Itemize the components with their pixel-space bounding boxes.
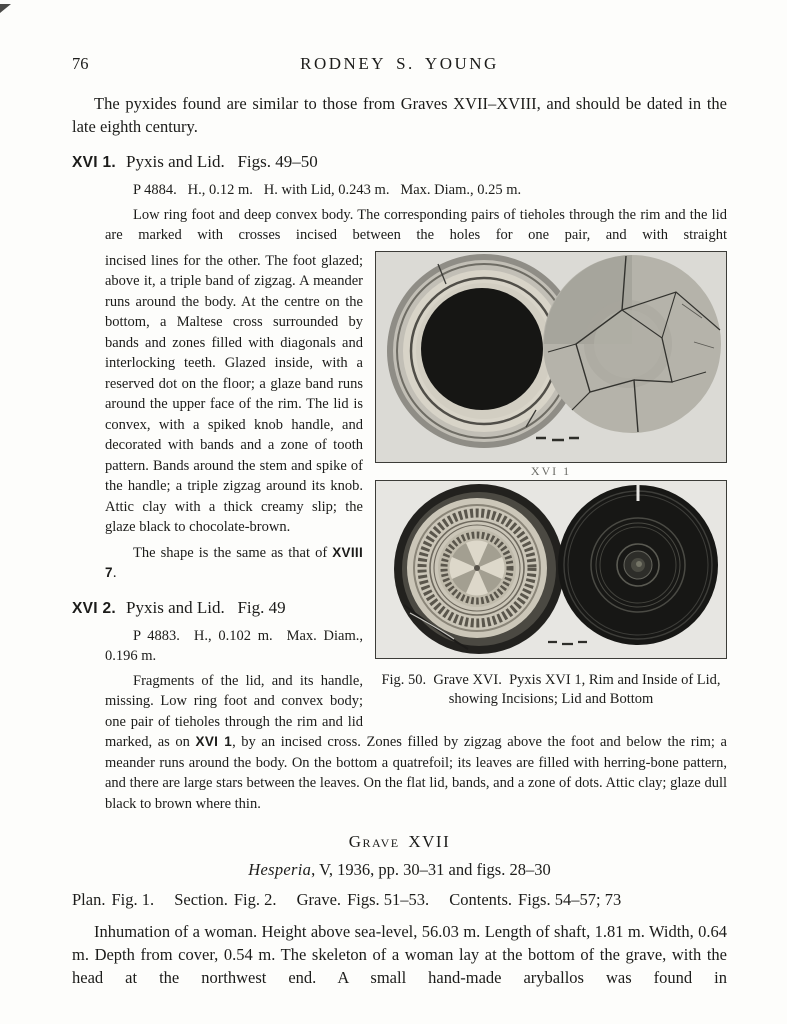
photo-pyxis-rim-and-cracked-lid [376, 252, 727, 462]
figure-caption [375, 671, 727, 709]
photo-panel-bottom [375, 480, 727, 659]
source-citation: , V, 1936, pp. 30–31 and figs. 28–30 [311, 860, 551, 879]
intro-paragraph: The pyxides found are similar to those from Graves XVII–XVIII, and should be dated in the late eighth century. [72, 94, 727, 136]
ref-contents: Contents. Figs. 54–57; 73 [449, 890, 622, 909]
entry-xvi1-description-part2: incised lines for the other. The foot glazed; above it, a triple band of zigzag. A meander runs around the body. At the centre on the bottom, a Maltese cross surrounded by bands and zones filled with diagonals and interlocking teeth. Glazed inside, with a reserved dot on the floor; a glaze band runs around the upper face of the rim. The lid is convex, with a spiked knob handle, and decorated with bands and a zone of tooth pattern. Bands around the stem and spike of the handle; a triple zigzag around its knob. Attic clay with a thick creamy slip; the glaze black to chocolate-brown. [105, 252, 363, 535]
entry-xvi1-number: XVI 1. [72, 154, 117, 171]
entry-xvi1-heading [72, 152, 727, 172]
description-reference: XVI 1 [195, 734, 233, 749]
entry-xvi1-catalog-block [105, 180, 727, 246]
page-number: 76 [72, 54, 89, 73]
page-header [72, 54, 727, 78]
scan-artifact [0, 4, 11, 13]
grave-xvii-figure-references [72, 890, 727, 910]
photo-panel-top [375, 251, 727, 463]
entry-xvi2-number: XVI 2. [72, 599, 117, 617]
description-text-2: , by an incised cross. Zones filled by zigzag above the foot and below the rim; a meander runs around the body. On the bottom a quatrefoil; its leaves are filled with herring-bone pattern, and there are large stars between the leaves. On the flat lid, bands, and a zone of dots. Attic clay; glaze dull black to brown where thin. [105, 734, 727, 812]
grave-xvii-heading: Grave XVII [348, 832, 451, 851]
figure-caption-line2: showing Incisions; Lid and Bottom [448, 690, 654, 707]
shape-note-text: The shape is the same as that of [133, 544, 333, 561]
catalog-measurements-p4884: P 4884. H., 0.12 m. H. with Lid, 0.243 m. Max. Diam., 0.25 m. [133, 182, 522, 198]
ref-grave: Grave. Figs. 51–53. [296, 890, 430, 909]
entry-xvi2-title: Pyxis and Lid. Fig. 49 [126, 597, 286, 617]
catalog-measurements-p4883: P 4883. H., 0.102 m. Max. Diam., 0.196 m. [105, 627, 363, 664]
entry-xvi1-description-part1: Low ring foot and deep convex body. The corresponding pairs of tieholes through the rim and the lid are marked with crosses incised between the holes for one pair, and with straight [105, 206, 727, 243]
shape-note-reference: XVIII 7 [105, 544, 363, 580]
running-title: RODNEY S. YOUNG [300, 54, 499, 73]
figure-caption-line1: Fig. 50. Grave XVI. Pyxis XVI 1, Rim and Inside of Lid, [381, 671, 721, 688]
entry-xvi1-title: Pyxis and Lid. Figs. 49–50 [126, 152, 318, 171]
grave-xvii-body-paragraph: Inhumation of a woman. Height above sea-level, 56.03 m. Length of shaft, 1.81 m. Width, 0.64 m. Depth from cover, 0.54 m. The skeleton of a woman lay at the bottom of the grave, with the head at the northwest end. A small hand-made aryballos was found in [72, 922, 727, 987]
figure-plate-label: XVI 1 [530, 463, 572, 478]
ref-section: Section. Fig. 2. [174, 890, 277, 909]
grave-xvii-source [72, 860, 727, 880]
photo-pyxis-bottom-and-lid [376, 481, 727, 658]
source-journal-title: Hesperia [248, 860, 312, 879]
ref-plan: Plan. Fig. 1. [72, 890, 155, 909]
shape-note-period: . [112, 565, 117, 581]
description-text-1: Fragments of the lid, and its handle, missing. Low ring foot and convex body; one pair of tieholes through the rim and lid marked, as on [105, 672, 363, 750]
figure-50 [375, 251, 727, 709]
